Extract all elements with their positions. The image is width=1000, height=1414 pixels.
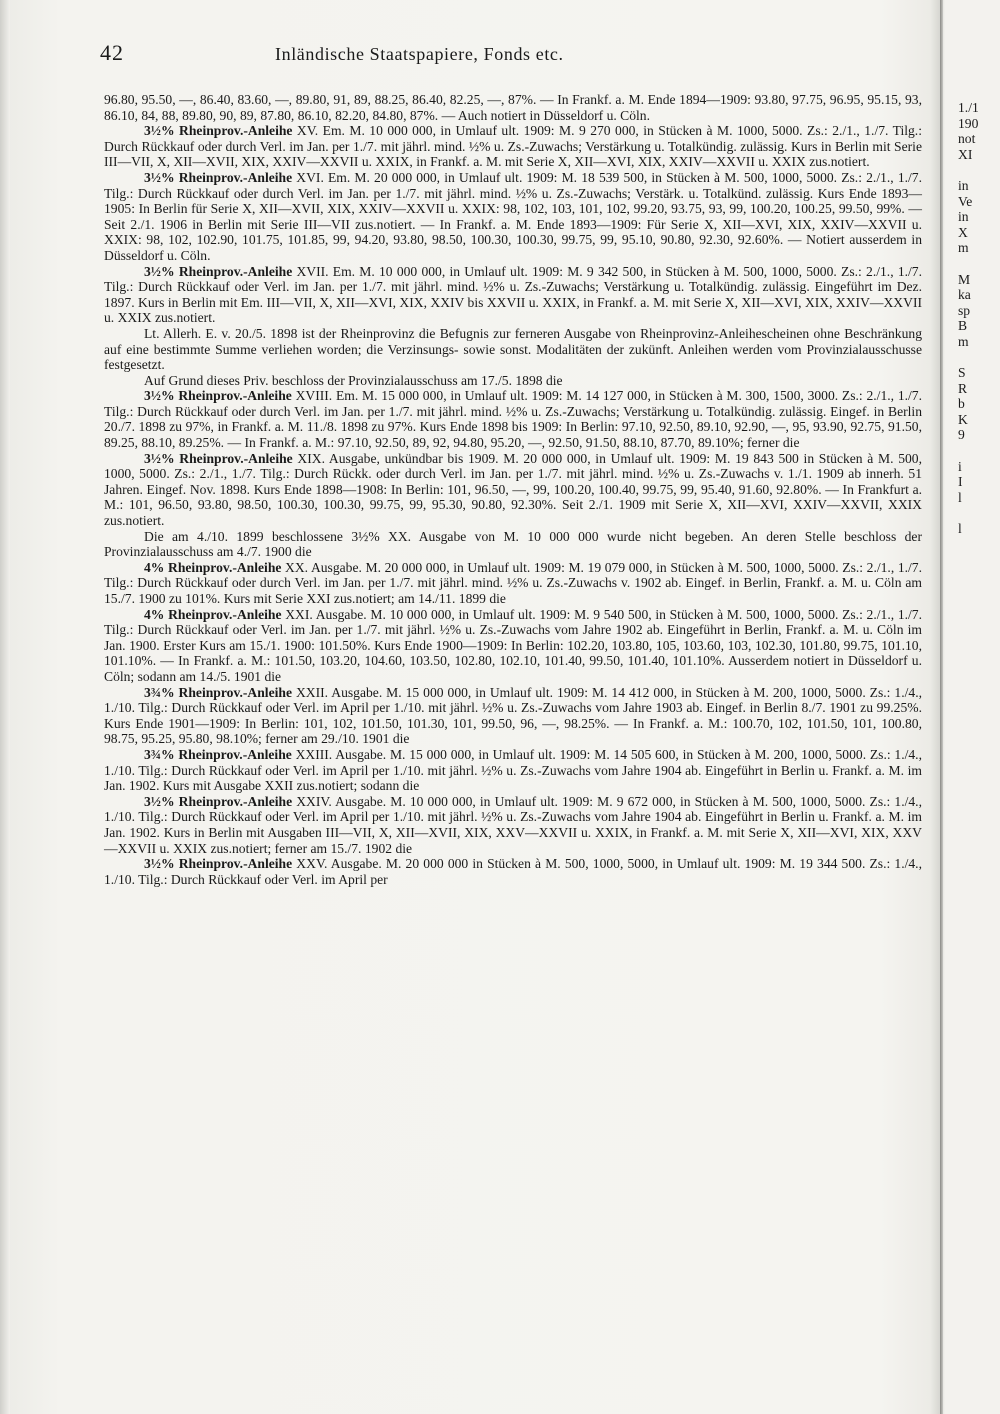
margin-fragment: I bbox=[958, 474, 963, 490]
margin-fragment: m bbox=[958, 240, 969, 256]
facing-page-fragments bbox=[958, 100, 1000, 537]
paragraph bbox=[104, 794, 922, 856]
paragraph bbox=[104, 451, 922, 529]
margin-fragment: not bbox=[958, 131, 976, 147]
entry-text: XIX. Ausgabe, unkündbar bis 1909. M. 20 000 000, in Umlauf ult. 1909: M. 19 843 500 in Stücken à M. 500, 1000, 5000. Zs.: 2./1., 1./7. Tilg.: Durch Rückk. oder durch Verl. im Jan. per 1./7. mit jährl. mind. ½% u. Zs.-Zuwachs v. 1./1. 1909 ab innerh. 51 Jahren. Eingef. Nov. 1898. Kurs Ende 1898—1908: In Berlin: 101, 96.50, —, 99, 100.20, 100.40, 99.75, 99, 95.40, 91.60, 92.80%. — In Frankfurt a. M.: 101, 96.50, 93.80, 98.50, 100.30, 100.30, 99.75, 99, 95.30, 90.80, 92.30%. Seit 2./1. 1909 mit Serie X, XII—XVI, XXIV—XXVII, XXIX zus.notiert. bbox=[104, 450, 922, 529]
entry-heading: 4% Rheinprov.-Anleihe bbox=[144, 559, 282, 575]
entry-heading: 3½% Rheinprov.-Anleihe bbox=[144, 793, 293, 809]
page-header bbox=[100, 40, 920, 70]
entry-text: XV. Em. M. 10 000 000, in Umlauf ult. 1909: M. 9 270 000, in Stücken à M. 1000, 5000. Zs.: 2./1., 1./7. Tilg.: Durch Rückkauf oder durch Verl. im Jan. per 1./7. mit jährl. mind. ½% u. Zs.-Zuwachs; Verstärkung u. Totalkündig. zulässig. Kurs in Berlin mit Serie III—VII, X, XII—XVII, XIX, XXIV—XXVII u. XXIX, in Frankf. a. M. mit Serie X, XII—XVI, XIX, XXIV—XXVII u. XXIX zus.notiert. bbox=[104, 123, 922, 170]
paragraph bbox=[104, 685, 922, 747]
entry-heading: 4% Rheinprov.-Anleihe bbox=[144, 606, 282, 622]
margin-fragment bbox=[958, 350, 1000, 366]
entry-text: XVI. Em. M. 20 000 000, in Umlauf ult. 1909: M. 18 539 500, in Stücken à M. 500, 1000, 5000. Zs.: 2./1., 1./7. Tilg.: Durch Rückkauf oder durch Verl. im Jan. per 1./7. mit jährl. mind. ½% u. Zs.-Zuwachs; Verstärk. u. Totalkünd. zulässig. Kurs Ende 1893—1905: In Berlin für Serie X, XII—XVII, XIX, XXIV—XXVII u. XXIX: 98, 102, 103, 101, 102, 99.20, 93.75, 93, 99, 100.20, 100.25, 99.50, 99%. — Seit 2./1. 1906 in Berlin mit Serie III—VII zus.notiert. — In Frankf. a. M. Ende 1893—1909: Für Serie X, XII—XVI, XIX, XXIV—XXVII u. XXIX: 98, 102, 102.90, 101.75, 101.85, 99, 94.20, 93.80, 98.50, 100.30, 100.30, 99.75, 99, 95.10, 90.80, 92.30, 92.60%. — Notiert ausserdem in Düsseldorf u. Cöln. bbox=[104, 169, 922, 263]
entry-heading: 3½% Rheinprov.-Anleihe bbox=[144, 388, 292, 404]
entry-heading: 3½% Rheinprov.-Anleihe bbox=[144, 856, 293, 872]
margin-fragment bbox=[958, 443, 1000, 459]
entry-heading: 3½% Rheinprov.-Anleihe bbox=[144, 263, 293, 279]
entry-heading: 3½% Rheinprov.-Anleihe bbox=[144, 123, 293, 139]
margin-fragment: l bbox=[958, 521, 962, 537]
paragraph bbox=[104, 856, 922, 887]
gutter-divider bbox=[940, 0, 943, 1414]
entry-text: XX. Ausgabe. M. 20 000 000, in Umlauf ult. 1909: M. 19 079 000, in Stücken à M. 500, 1000, 5000. Zs.: 2./1., 1./7. Tilg.: Durch Rückkauf oder durch Verl. im Jan. per 1./7. mit jährl. mind. ½% u. Zs.-Zuwachs v. 1902 ab. Eingef. in Berlin, Frankf. a. M. u. Cöln am 15./7. 1900 zu 101%. Kurs mit Serie XXI zus.notiert; am 14./11. 1899 die bbox=[104, 559, 922, 606]
paragraph bbox=[104, 388, 922, 450]
entry-text: XVII. Em. M. 10 000 000, in Umlauf ult. 1909: M. 9 342 500, in Stücken à M. 500, 1000, 5000. Zs.: 2./1., 1./7. Tilg.: Durch Rückkauf oder Verl. im Jan. per 1./7. mit jährl. mind. ½% u. Zs.-Zuwachs; Verstärkung u. Totalkündig. zulässig. Eingeführt im Dez. 1897. Kurs in Berlin mit Em. III—VII, X, XII—XVI, XIX, XXIV bis XXVII u. XXIX, in Frankf. a. M. mit Serie X, XII—XVI, XIX, XXIV—XXVII u. XXIX zus.notiert. bbox=[104, 263, 922, 326]
entry-text: XXIV. Ausgabe. M. 10 000 000, in Umlauf ult. 1909: M. 9 672 000, in Stücken à M. 500, 1000, 5000. Zs.: 1./4., 1./10. Tilg.: Durch Rückkauf oder Verl. im April per 1./10. mit jährl. ½% u. Zs.-Zuwachs vom Jahre 1904 ab. Eingeführt in Berlin u. Frankf. a. M. im Jan. 1902. Kurs in Berlin mit Ausgaben III—VII, X, XII—XVII, XIX, XXV—XXVII u. XXIX, in Frankf. a. M. mit Serie X, XII—XVI, XIX, XXV—XXVII u. XXIX zus.notiert; ferner am 15./7. 1902 die bbox=[104, 793, 922, 856]
margin-fragment: Ve bbox=[958, 193, 973, 209]
margin-fragment: in bbox=[958, 209, 969, 225]
paragraph bbox=[104, 170, 922, 264]
entry-text: XXIII. Ausgabe. M. 15 000 000, in Umlauf ult. 1909: M. 14 505 600, in Stücken à M. 200, 1000, 5000. Zs.: 1./4., 1./10. Tilg.: Durch Rückkauf oder Verl. im April per 1./10. mit jährl. ½% u. Zs.-Zuwachs vom Jahre 1904 ab. Eingeführt in Berlin u. Frankf. a. M. im Jan. 1902. Kurs mit Ausgabe XXII zus.notiert; sodann die bbox=[104, 746, 922, 794]
entry-text: XXV. Ausgabe. M. 20 000 000 in Stücken à M. 500, 1000, 5000, in Umlauf ult. 1909: M. 19 344 500. Zs.: 1./4., 1./10. Tilg.: Durch Rückkauf oder Verl. im April per bbox=[104, 856, 922, 887]
margin-fragment: B bbox=[958, 318, 968, 334]
page-number: 42 bbox=[100, 40, 124, 65]
margin-fragment: 190 bbox=[958, 115, 979, 131]
paragraph bbox=[104, 560, 922, 607]
margin-fragment: m bbox=[958, 333, 969, 349]
page-body-text bbox=[104, 92, 922, 887]
entry-heading: 3¾% Rheinprov.-Anleihe bbox=[144, 746, 292, 762]
entry-heading: 3½% Rheinprov.-Anleihe bbox=[144, 450, 293, 466]
margin-fragment: i bbox=[958, 458, 962, 474]
paragraph bbox=[104, 326, 922, 373]
entry-text: XXII. Ausgabe. M. 15 000 000, in Umlauf ult. 1909: M. 14 412 000, in Stücken à M. 200, 1000, 5000. Zs.: 1./4., 1./10. Tilg.: Durch Rückkauf oder Verl. im April per 1./10. mit jährl. ½% u. Zs.-Zuwachs vom Jahre 1903 ab. Eingef. in Berlin 8./7. 1901 zu 99.25%. Kurs Ende 1901—1909: In Berlin: 101, 102, 101.50, 101.30, 101, 99.50, 96, —, 98.25%. — In Frankf. a. M.: 100.70, 102, 101.50, 101, 100.80, 98.75, 95.25, 95.80, 98.10%; ferner am 29./10. 1901 die bbox=[104, 684, 922, 747]
entry-heading: 3½% Rheinprov.-Anleihe bbox=[144, 169, 293, 185]
margin-fragment: l bbox=[958, 489, 962, 505]
paragraph bbox=[104, 747, 922, 794]
running-title: Inländische Staatspapiere, Fonds etc. bbox=[275, 44, 564, 64]
page-left-edge bbox=[0, 0, 10, 1414]
margin-fragment: ka bbox=[958, 287, 971, 303]
margin-fragment bbox=[958, 256, 1000, 272]
entry-heading: 3¾% Rheinprov.-Anleihe bbox=[144, 684, 292, 700]
paragraph bbox=[104, 607, 922, 685]
margin-fragment: R bbox=[958, 380, 968, 396]
margin-fragment: K bbox=[958, 411, 968, 427]
entry-text: XXI. Ausgabe. M. 10 000 000, in Umlauf ult. 1909: M. 9 540 500, in Stücken à M. 500, 1000, 5000. Zs.: 2./1., 1./7. Tilg.: Durch Rückkauf oder Verl. im Jan. per 1./7. mit jährl. ½% u. Zs.-Zuwachs vom Jahre 1902 ab. Eingeführt in Berlin, Frankf. a. M. u. Cöln im Jan. 1900. Erster Kurs am 15./1. 1900: 101.50%. Kurs Ende 1900—1909: In Berlin: 102.20, 103.80, 105, 103.60, 103, 102.30, 101.80, 99.75, 101.10, 101.10%. — In Frankf. a. M.: 101.50, 103.20, 104.60, 103.50, 102.80, 102.10, 101.40, 99.50, 101.40, 101.10%. Ausserdem notiert in Düsseldorf u. Cöln; sodann am 14./5. 1901 die bbox=[104, 606, 922, 684]
margin-fragment: M bbox=[958, 271, 971, 287]
margin-fragment: 9 bbox=[958, 427, 965, 443]
paragraph bbox=[104, 373, 922, 389]
margin-fragment bbox=[958, 505, 1000, 521]
entry-text: Auf Grund dieses Priv. beschloss der Provinzialausschuss am 17./5. 1898 die bbox=[144, 372, 563, 388]
paragraph bbox=[104, 92, 922, 123]
entry-text: Lt. Allerh. E. v. 20./5. 1898 ist der Rheinprovinz die Befugnis zur ferneren Ausgabe von Rheinprovinz-Anleihescheinen ohne Beschränkung auf eine bestimmte Summe verliehen worden; die Verzinsungs- sowie sonst. Modalitäten der zukünft. Anleihen werden vom Provinzialausschusse festgesetzt. bbox=[104, 325, 922, 373]
entry-text: 96.80, 95.50, —, 86.40, 83.60, —, 89.80, 91, 89, 88.25, 86.40, 82.25, —, 87%. — In Frankf. a. M. Ende 1894—1909: 93.80, 97.75, 96.95, 95.15, 93, 86.10, 84, 88, 89.80, 90, 89, 87.80, 86.10, 82.20, 84.80, 87%. — Auch notiert in Düsseldorf u. Cöln. bbox=[104, 92, 922, 123]
margin-fragment: b bbox=[958, 396, 965, 412]
margin-fragment: XI bbox=[958, 146, 973, 162]
entry-text: Die am 4./10. 1899 beschlossene 3½% XX. Ausgabe von M. 10 000 000 wurde nicht begeben. An deren Stelle beschloss der Provinzialausschuss am 4./7. 1900 die bbox=[104, 528, 922, 560]
paragraph bbox=[104, 123, 922, 170]
margin-fragment: 1./1 bbox=[958, 100, 979, 115]
margin-fragment bbox=[958, 162, 1000, 178]
paragraph bbox=[104, 529, 922, 560]
margin-fragment: sp bbox=[958, 302, 971, 318]
margin-fragment: in bbox=[958, 177, 969, 193]
entry-text: XVIII. Em. M. 15 000 000, in Umlauf ult. 1909: M. 14 127 000, in Stücken à M. 300, 1500, 3000. Zs.: 2./1., 1./7. Tilg.: Durch Rückkauf oder durch Verl. im Jan. per 1./7. mit jährl. mind. ½% u. Zs.-Zuwachs; Verstärkung u. Totalkündig. zulässig. Eingef. in Berlin 20./7. 1898 zu 97%, in Frankf. a. M. 11./8. 1898 zu 97%. Kurs Ende 1898 bis 1909: In Berlin: 97.10, 92.50, 89.10, 92.90, —, 95, 93.90, 92.75, 91.50, 89.25, 88.10, 89.25%. — In Frankf. a. M.: 97.10, 92.50, 89, 92, 94.80, 95.20, —, 92.50, 91.50, 88.10, 87.70, 89.10%; ferner die bbox=[104, 388, 922, 451]
margin-fragment: X bbox=[958, 224, 968, 240]
margin-fragment: S bbox=[958, 365, 966, 381]
paragraph bbox=[104, 264, 922, 326]
